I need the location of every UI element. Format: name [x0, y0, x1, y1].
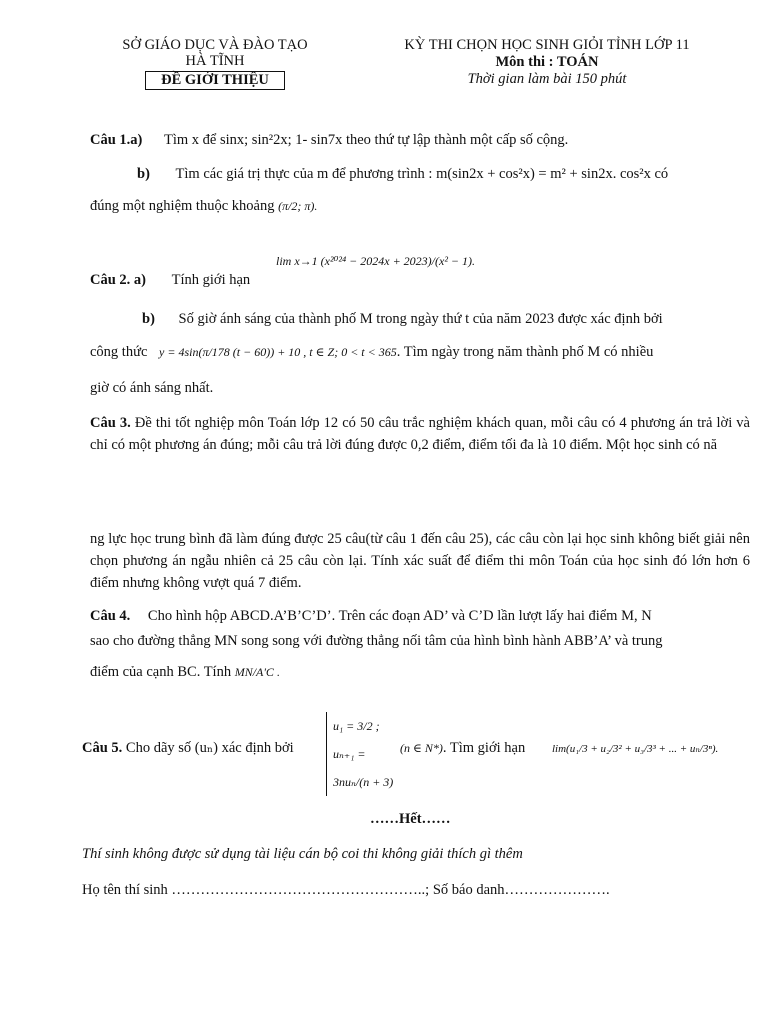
- q1a-text: Tìm x để sinx; sin²2x; 1- sin7x theo thứ tự lập thành một cấp số cộng.: [164, 132, 569, 148]
- exam-note: Thí sinh không được sử dụng tài liệu cán bộ coi thi không giải thích gì thêm: [82, 846, 523, 862]
- q1b-line2: [90, 198, 317, 215]
- exam-title: KỲ THI CHỌN HỌC SINH GIỎI TỈNH LỚP 11: [404, 37, 690, 53]
- q5-label: Câu 5.: [82, 740, 123, 756]
- q2a-text: Tính giới hạn: [171, 272, 251, 288]
- q4-text3: điểm của cạnh BC. Tính: [90, 664, 232, 680]
- q2b-label: b): [142, 311, 155, 327]
- department-name: SỞ GIÁO DỤC VÀ ĐÀO TẠO: [122, 37, 308, 53]
- q1b-interval: (π/2; π).: [278, 199, 318, 213]
- q2a-limit: lim x→1 (x²⁰²⁴ − 2024x + 2023)/(x² − 1).: [276, 254, 476, 268]
- q5-line: [82, 740, 294, 757]
- province-name: HÀ TĨNH: [185, 53, 245, 69]
- q1a: [90, 132, 568, 149]
- q5-text-mid: . Tìm giới hạn: [442, 740, 526, 756]
- q2a-label: Câu 2. a): [90, 272, 146, 288]
- q4-text2: sao cho đường thẳng MN song song với đường thẳng nối tâm của hình bình hành ABB’A’ và trung: [90, 633, 663, 649]
- q1b: [137, 166, 668, 183]
- q2b: [142, 311, 663, 328]
- subject-line: Môn thi : TOÁN: [495, 54, 599, 70]
- q1b-label: b): [137, 166, 150, 182]
- q2b-line3: [90, 380, 213, 397]
- q4-line3: [90, 664, 280, 681]
- q2a: [90, 272, 250, 289]
- q4-label: Câu 4.: [90, 608, 131, 624]
- q1b-text1: Tìm các giá trị thực của m để phương trình : m(sin2x + cos²x) = m² + sin2x. cos²x có: [175, 166, 669, 182]
- q5-system: u₁ = 3/2 ; uₙ₊₁ = 3nuₙ/(n + 3): [326, 712, 403, 796]
- q4-ratio: MN/A'C .: [234, 665, 280, 679]
- q3-text2: ng lực học trung bình đã làm đúng được 25 câu(từ câu 1 đến câu 25), các câu còn lại học sinh không biết giải nên chọn phương án ngẫu nhiên cả 25 câu còn lại. Tính xác suất để điểm thi môn Toán của học sinh đó lớn hơn 6 điểm nhưng không vượt quá 7 điểm.: [90, 531, 750, 591]
- header-right: [382, 37, 712, 88]
- q1b-text2: đúng một nghiệm thuộc khoảng: [90, 198, 275, 214]
- q3-label: Câu 3.: [90, 415, 131, 431]
- q2b-text3: giờ có ánh sáng nhất.: [90, 380, 214, 396]
- q2b-text2-post: . Tìm ngày trong năm thành phố M có nhiều: [396, 344, 654, 360]
- q2b-text2-pre: công thức: [90, 344, 148, 360]
- q3-part1: [90, 412, 750, 456]
- exam-type-box: ĐỀ GIỚI THIỆU: [145, 71, 285, 90]
- q3-part2: [90, 528, 750, 594]
- q4-text1: Cho hình hộp ABCD.A’B’C’D’. Trên các đoạn AD’ và C’D lần lượt lấy hai điểm M, N: [147, 608, 652, 624]
- q4-line1: [90, 608, 652, 625]
- q5-condition: (n ∈ N*): [400, 741, 443, 755]
- q1a-label: Câu 1.a): [90, 132, 143, 148]
- q3-text1: Đề thi tốt nghiệp môn Toán lớp 12 có 50 câu trắc nghiệm khách quan, mỗi câu có 4 phương án trả lời và chỉ có một phương án đúng; mỗi câu trả lời đúng được 0,2 điểm, điểm tối đa là 10 điểm. Một học sinh có nă: [90, 415, 750, 453]
- header-left: [100, 37, 330, 90]
- q2b-formula: y = 4sin(π/178 (t − 60)) + 10 , t ∈ Z; 0 < t < 365: [159, 345, 397, 359]
- q5-right: [400, 740, 525, 757]
- candidate-info-line: Họ tên thí sinh ……………………………………………..; Số báo danh………………….: [82, 882, 610, 898]
- end-marker: ……Hết……: [370, 811, 451, 827]
- q5-text-pre: Cho dãy số (uₙ) xác định bởi: [125, 740, 294, 756]
- q2b-line2: [90, 344, 653, 361]
- q2b-text1: Số giờ ánh sáng của thành phố M trong ngày thứ t của năm 2023 được xác định bởi: [178, 311, 663, 327]
- q4-line2: [90, 633, 662, 650]
- q5-limit: lim(u₁/3 + u₂/3² + u₃/3³ + ... + uₙ/3ⁿ).: [552, 743, 719, 755]
- time-line: Thời gian làm bài 150 phút: [467, 71, 627, 87]
